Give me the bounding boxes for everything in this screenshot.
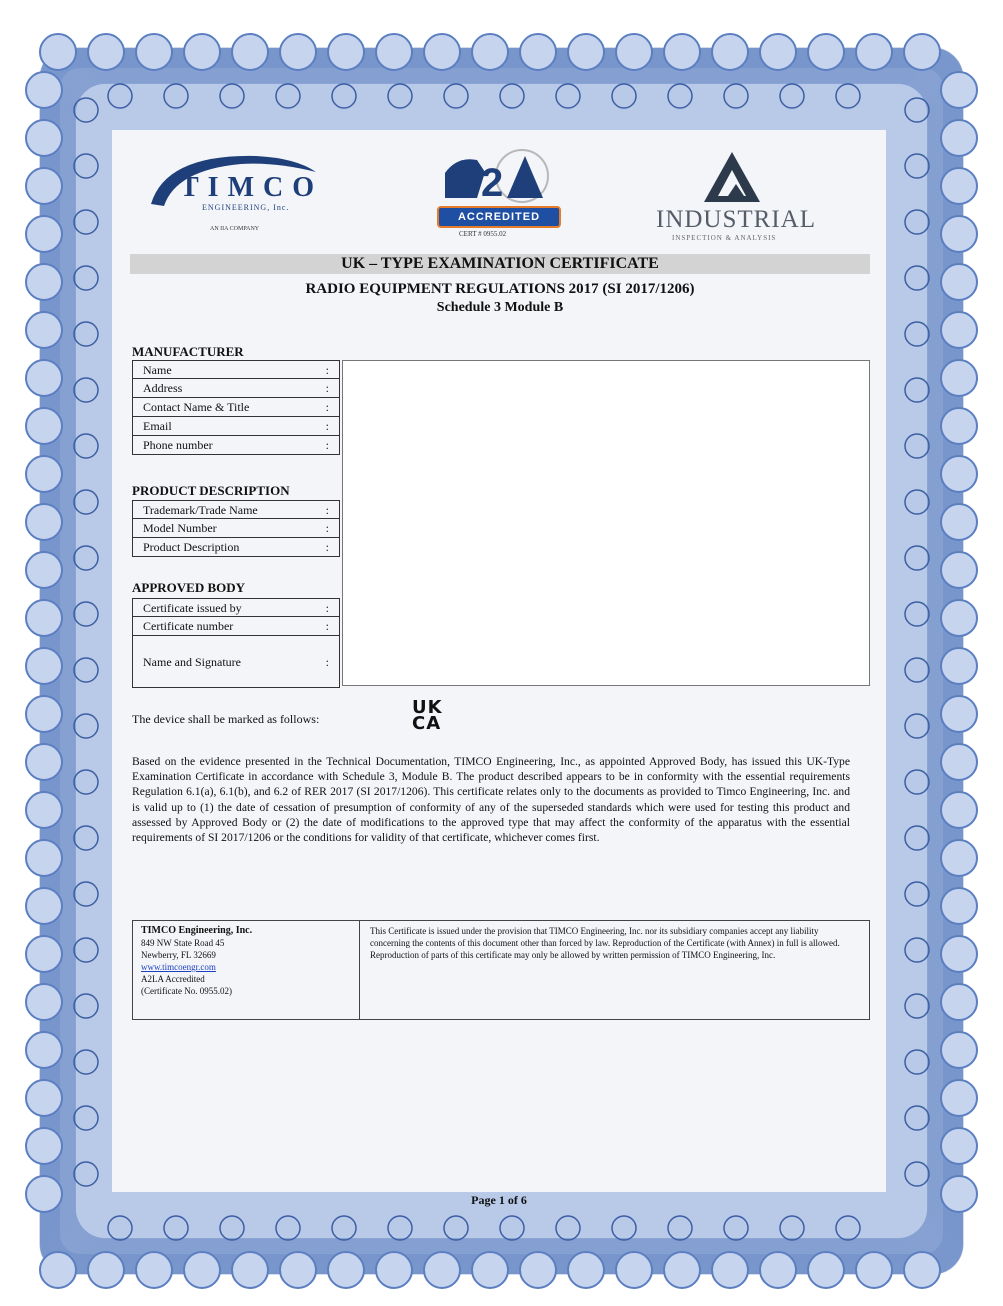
schedule-title: Schedule 3 Module B (436, 300, 564, 315)
product-fields (132, 500, 340, 557)
field-label: Product Description (143, 540, 240, 554)
field-colon: : (325, 381, 329, 395)
field-row (132, 436, 340, 455)
marking-statement: The device shall be marked as follows: (132, 712, 320, 726)
issuer-cert-number: (Certificate No. 0955.02) (141, 986, 232, 996)
field-row (132, 538, 340, 557)
field-label: Trademark/Trade Name (143, 503, 258, 517)
field-row (132, 379, 340, 398)
field-row (132, 636, 340, 688)
field-colon: : (325, 521, 329, 535)
approved-body-fields (132, 598, 340, 688)
manufacturer-fields (132, 360, 340, 455)
field-row (132, 598, 340, 617)
field-colon: : (325, 619, 329, 633)
field-label: Email (143, 419, 172, 433)
page-number: Page 1 of 6 (471, 1193, 527, 1207)
field-label: Name (143, 363, 172, 377)
a2la-logo-icon (437, 148, 557, 208)
certificate-body (112, 130, 886, 1207)
issuer-footer (132, 920, 870, 1020)
disclaimer-text: This Certificate is issued under the provision that TIMCO Engineering, Inc. nor its subsidiary companies accept any liability concerning the contents of this document other than forced by law. Reproduction of the Certificate (with Annex) in full is allowed. Reproduction of parts of this certificate may only be allowed by written permission of TIMCO Engineering, Inc. (370, 926, 840, 960)
timco-logo-text: TIMCO (180, 172, 323, 203)
issuer-accreditation: A2LA Accredited (141, 974, 205, 984)
industrial-triangle-icon (702, 150, 762, 204)
issuer-website-link[interactable]: www.timcoengr.com (141, 962, 216, 972)
field-colon: : (325, 540, 329, 554)
field-row (132, 617, 340, 636)
approved-body-heading: APPROVED BODY (132, 580, 246, 595)
field-colon: : (325, 438, 329, 452)
field-row (132, 398, 340, 417)
ukca-mark (412, 697, 452, 734)
field-label: Phone number (143, 438, 213, 452)
regulation-title: RADIO EQUIPMENT REGULATIONS 2017 (SI 2017/1206) (305, 281, 695, 297)
industrial-logo-text: INDUSTRIAL (656, 206, 816, 233)
issuer-address-block (133, 921, 360, 1019)
a2la-cert-number: CERT # 0955.02 (459, 230, 507, 238)
field-colon: : (325, 655, 329, 669)
field-colon: : (325, 400, 329, 414)
field-label: Contact Name & Title (143, 400, 250, 414)
svg-text:2: 2 (481, 161, 504, 205)
timco-logo-subtitle: ENGINEERING, Inc. (202, 203, 290, 212)
field-colon: : (325, 503, 329, 517)
ukca-mark-line2: CA (412, 713, 442, 734)
field-colon: : (325, 363, 329, 377)
field-label: Certificate issued by (143, 601, 242, 615)
timco-logo-tag: AN IIA COMPANY (210, 226, 260, 232)
accredited-badge: ACCREDITED (437, 206, 561, 228)
field-colon: : (325, 419, 329, 433)
issuer-company: TIMCO Engineering, Inc. (141, 925, 253, 936)
field-row (132, 417, 340, 436)
field-row (132, 360, 340, 379)
field-label: Certificate number (143, 619, 234, 633)
redacted-values-box (342, 360, 870, 686)
issuer-address-line1: 849 NW State Road 45 (141, 938, 225, 948)
certificate-title: UK – TYPE EXAMINATION CERTIFICATE (130, 254, 870, 274)
product-heading: PRODUCT DESCRIPTION (132, 483, 290, 498)
field-label: Model Number (143, 521, 217, 535)
issuer-address-line2: Newberry, FL 32669 (141, 950, 216, 960)
field-label: Name and Signature (143, 655, 241, 669)
manufacturer-heading: MANUFACTURER (132, 344, 244, 359)
field-label: Address (143, 381, 183, 395)
field-colon: : (325, 601, 329, 615)
industrial-logo-subtitle: INSPECTION & ANALYSIS (672, 234, 777, 242)
field-row (132, 519, 340, 538)
ukca-mark-line1: UK (412, 697, 443, 718)
certificate-body-text: Based on the evidence presented in the Technical Documentation, TIMCO Engineering, Inc., as appointed Approved Body, has issued this UK-Type Examination Certificate in accordance with Schedule 3, Module B. The product described appears to be in conformity with the essential requirements Regulation 6.1(a), 6.1(b), and 6.2 of RER 2017 (SI 2017/1206). This certificate relates only to the documents as provided to Timco Engineering, Inc. and is valid up to (1) the date of cessation of presumption of conformity of any of the superseded standards which were used for testing this product and assessed by Approved Body or (2) the date of modifications to the approved type that may affect the conformity of the apparatus with the essential requirements of SI 2017/1206 or the conditions for validity of that certificate, whichever comes first. (132, 755, 850, 845)
field-row (132, 500, 340, 519)
